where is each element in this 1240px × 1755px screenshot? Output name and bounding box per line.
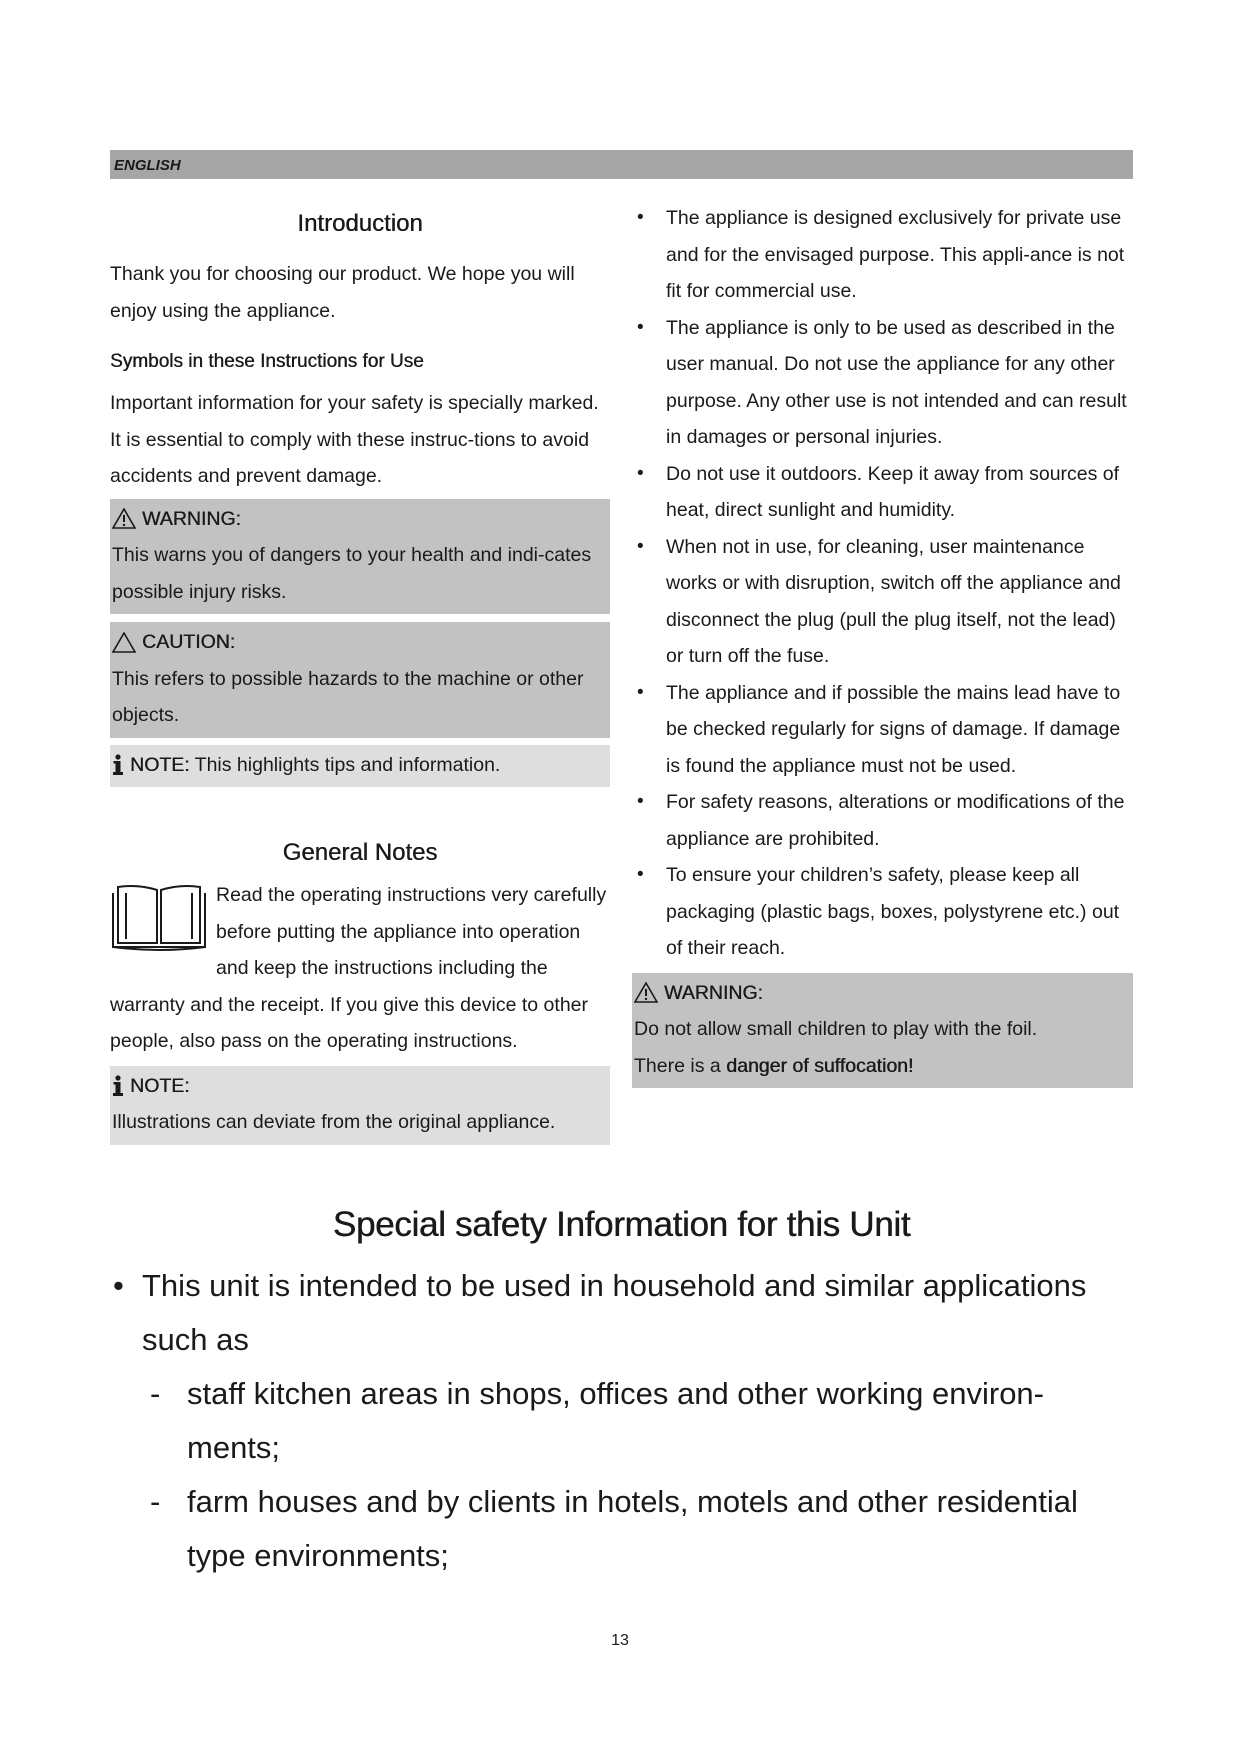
list-item: • The appliance and if possible the mains lead have to be checked regularly for signs of damage. If damage is found the appliance must not be used. [632,675,1133,785]
note-illustrations-label: NOTE: [130,1074,190,1097]
page-number: 13 [611,1632,629,1649]
foil-warning-label: WARNING: [664,981,763,1004]
list-item: • The appliance is only to be used as described in the user manual. Do not use the appliance for any other purpose. Any other use is not intended and can result in damages or personal injuries. [632,310,1133,456]
caution-box [110,622,610,738]
warning-triangle-icon [112,508,136,529]
special-safety-item: - staff kitchen areas in shops, offices and other working environ-ments; [110,1367,1133,1475]
list-item: • The appliance is designed exclusively for private use and for the envisaged purpose. This appli-ance is not fit for commercial use. [632,200,1133,310]
special-safety-lead: • This unit is intended to be used in household and similar applications such as [110,1259,1133,1367]
safety-bullet-list [632,200,1133,967]
suffocation-danger-text: danger of suffocation! [726,1054,914,1077]
right-column [632,200,1133,1088]
caution-label: CAUTION: [142,631,236,653]
caution-triangle-icon [112,632,136,653]
general-notes-block [110,877,610,1060]
note-label: NOTE: [130,753,190,776]
introduction-text: Thank you for choosing our product. We hope you will enjoy using the appliance. [110,263,575,322]
special-safety-title: Special safety Information for this Unit [332,1205,911,1244]
info-icon [112,754,124,776]
language-label: ENGLISH [114,157,181,174]
list-item: • When not in use, for cleaning, user maintenance works or with disruption, switch off the appliance and disconnect the plug (pull the plug itself, not the lead) or turn off the fuse. [632,529,1133,675]
language-header-bar [110,150,1133,179]
left-column [110,210,610,1145]
open-book-icon [110,883,208,953]
foil-warning-box [632,973,1133,1089]
warning-text: This warns you of dangers to your health and indi-cates possible injury risks. [112,544,592,603]
note-illustrations-text: Illustrations can deviate from the original appliance. [112,1111,556,1133]
note-illustrations-box [110,1066,610,1145]
special-safety-item: - farm houses and by clients in hotels, motels and other residential type environments; [110,1475,1133,1583]
list-item: • Do not use it outdoors. Keep it away from sources of heat, direct sunlight and humidity. [632,456,1133,529]
general-notes-title: General Notes [282,839,438,866]
note-box [110,745,610,788]
warning-label: WARNING: [142,507,241,530]
warning-box [110,499,610,615]
special-safety-section [110,1205,1133,1583]
general-notes-text: Read the operating instructions very carefully before putting the appliance into operation and keep the instructions including the warranty and the receipt. If you give this device to other people, also pass on the operating instructions. [110,884,607,1052]
list-item: • For safety reasons, alterations or modifications of the appliance are prohibited. [632,784,1133,857]
caution-text: This refers to possible hazards to the machine or other objects. [112,667,584,726]
warning-triangle-icon [634,982,658,1003]
symbols-text: Important information for your safety is specially marked. It is essential to comply with these instruc-tions to avoid accidents and prevent damage. [110,392,599,487]
list-item: • To ensure your children’s safety, please keep all packaging (plastic bags, boxes, polystyrene etc.) out of their reach. [632,857,1133,967]
foil-warning-text: Do not allow small children to play with the foil. [634,1018,1038,1040]
foil-warning-text-2: There is a [634,1054,721,1077]
note-text: This highlights tips and information. [194,753,501,776]
introduction-title: Introduction [297,210,423,237]
info-icon [112,1075,124,1097]
symbols-title: Symbols in these Instructions for Use [110,351,424,372]
